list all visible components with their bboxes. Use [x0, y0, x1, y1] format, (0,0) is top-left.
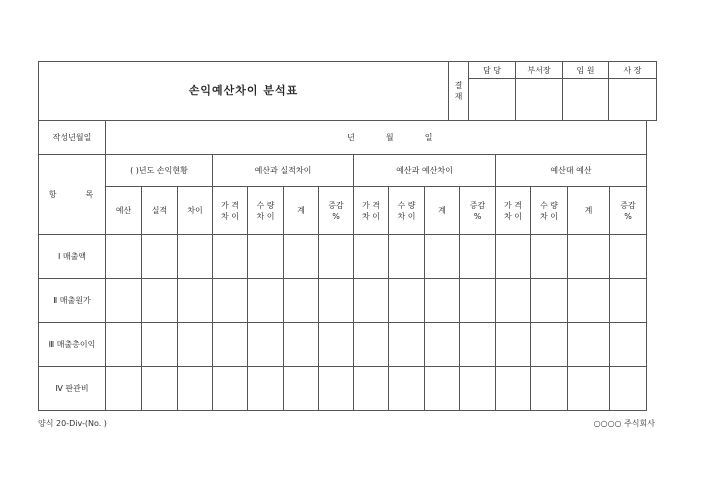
- group-header-budget-vs-budget: 예산과 예산차이: [354, 155, 496, 187]
- table-cell[interactable]: [460, 279, 496, 323]
- sub-header-qty-diff-line2: 차 이: [256, 211, 275, 221]
- table-cell[interactable]: [568, 235, 610, 279]
- sub-header-qty-diff: [531, 187, 568, 235]
- group-header-budget-to-budget: 예산대 예산: [496, 155, 647, 187]
- table-cell[interactable]: [354, 279, 389, 323]
- table-cell[interactable]: [425, 323, 460, 367]
- table-cell[interactable]: [106, 367, 142, 411]
- table-cell[interactable]: [354, 235, 389, 279]
- table-cell[interactable]: [531, 323, 568, 367]
- sub-header-price-diff-line1: 가 격: [362, 200, 380, 210]
- group-header-pl-status: ( )년도 손익현황: [106, 155, 213, 187]
- row-label-cost-of-sales: Ⅱ 매출원가: [39, 279, 106, 323]
- approval-label: [449, 62, 469, 121]
- sub-header-change: [460, 187, 496, 235]
- signature-box-staff[interactable]: [469, 79, 516, 121]
- table-cell[interactable]: [460, 235, 496, 279]
- header-table: [38, 61, 657, 121]
- row-label-gross-profit: Ⅲ 매출총이익: [39, 323, 106, 367]
- table-cell[interactable]: [106, 323, 142, 367]
- sub-header-qty-diff-line2: 차 이: [397, 211, 416, 221]
- table-cell[interactable]: [531, 367, 568, 411]
- table-cell[interactable]: [354, 367, 389, 411]
- analysis-table: [38, 120, 647, 411]
- sub-header-qty-diff-line2: 차 이: [540, 211, 558, 221]
- table-cell[interactable]: [106, 235, 142, 279]
- approval-role-president: 사 장: [609, 62, 657, 79]
- sub-header-change: [610, 187, 647, 235]
- sub-header-price-diff-line2: 차 이: [362, 211, 380, 221]
- sub-header-total: 계: [568, 187, 610, 235]
- item-header: [39, 155, 106, 235]
- table-row: [39, 367, 647, 411]
- sub-header-change-line1: 증감: [469, 200, 486, 210]
- table-cell[interactable]: [319, 279, 354, 323]
- table-cell[interactable]: [460, 323, 496, 367]
- table-cell[interactable]: [319, 323, 354, 367]
- document-title-cell: [39, 62, 449, 121]
- date-year-label: 년: [347, 133, 355, 142]
- table-cell[interactable]: [389, 323, 425, 367]
- table-cell[interactable]: [178, 235, 213, 279]
- table-cell[interactable]: [496, 323, 531, 367]
- table-cell[interactable]: [389, 235, 425, 279]
- signature-box-president[interactable]: [609, 79, 657, 121]
- date-month-label: 월: [385, 133, 394, 142]
- table-cell[interactable]: [142, 235, 178, 279]
- table-cell[interactable]: [213, 367, 248, 411]
- table-cell[interactable]: [460, 367, 496, 411]
- table-cell[interactable]: [284, 235, 319, 279]
- table-cell[interactable]: [178, 279, 213, 323]
- table-cell[interactable]: [213, 323, 248, 367]
- date-value-cell[interactable]: [106, 121, 647, 155]
- date-label: 작성년월일: [39, 121, 106, 155]
- date-day-label: 일: [424, 133, 433, 142]
- sub-header-price-diff-line2: 차 이: [504, 211, 522, 221]
- table-cell[interactable]: [610, 279, 647, 323]
- sub-header-change-line1: 증감: [328, 200, 344, 210]
- table-cell[interactable]: [178, 323, 213, 367]
- sub-header-change-line2: %: [332, 211, 340, 221]
- sub-header-price-diff: [354, 187, 389, 235]
- sub-header-qty-diff-line1: 수 량: [397, 200, 416, 210]
- sub-header-total: 계: [425, 187, 460, 235]
- sub-header-price-diff-line2: 차 이: [221, 211, 239, 221]
- table-cell[interactable]: [142, 367, 178, 411]
- sub-header-price-diff: [213, 187, 248, 235]
- company-name: ○○○○ 주식회사: [593, 419, 655, 428]
- approval-label-line2: 재: [454, 92, 463, 101]
- sub-header-actual: 실적: [142, 187, 178, 235]
- table-cell[interactable]: [319, 367, 354, 411]
- sub-header-difference: 차이: [178, 187, 213, 235]
- sub-header-price-diff-line1: 가 격: [504, 200, 522, 210]
- table-cell[interactable]: [389, 279, 425, 323]
- sub-header-price-diff-line1: 가 격: [221, 200, 239, 210]
- table-cell[interactable]: [248, 279, 284, 323]
- approval-role-staff: 담 당: [469, 62, 516, 79]
- approval-label-line1: 결: [454, 81, 463, 90]
- sub-header-price-diff: [496, 187, 531, 235]
- table-row: [39, 279, 647, 323]
- table-cell[interactable]: [531, 279, 568, 323]
- table-cell[interactable]: [568, 323, 610, 367]
- table-cell[interactable]: [496, 367, 531, 411]
- document-title: 손익예산차이 분석표: [188, 84, 299, 97]
- sub-header-change-line2: %: [624, 211, 632, 221]
- table-cell[interactable]: [531, 235, 568, 279]
- table-cell[interactable]: [610, 235, 647, 279]
- table-cell[interactable]: [425, 367, 460, 411]
- sub-header-change-line1: 증감: [620, 200, 636, 210]
- table-cell[interactable]: [496, 235, 531, 279]
- form-number: 양식 20-Div-(No. ): [38, 419, 107, 428]
- table-cell[interactable]: [568, 367, 610, 411]
- item-header-char2: 목: [85, 190, 96, 199]
- approval-role-executive: 임 원: [563, 62, 609, 79]
- table-cell[interactable]: [425, 279, 460, 323]
- table-cell[interactable]: [284, 279, 319, 323]
- sub-header-qty-diff: [248, 187, 284, 235]
- table-cell[interactable]: [610, 367, 647, 411]
- table-cell[interactable]: [389, 367, 425, 411]
- table-cell[interactable]: [248, 235, 284, 279]
- row-label-sales: Ⅰ 매출액: [39, 235, 106, 279]
- table-cell[interactable]: [142, 279, 178, 323]
- table-cell[interactable]: [213, 279, 248, 323]
- table-row: [39, 235, 647, 279]
- table-cell[interactable]: [568, 279, 610, 323]
- table-cell[interactable]: [248, 323, 284, 367]
- table-row: [39, 323, 647, 367]
- sub-header-change-line2: %: [473, 211, 482, 221]
- table-cell[interactable]: [610, 323, 647, 367]
- table-cell[interactable]: [142, 323, 178, 367]
- table-cell[interactable]: [178, 367, 213, 411]
- table-cell[interactable]: [425, 235, 460, 279]
- sub-header-total: 계: [284, 187, 319, 235]
- table-cell[interactable]: [284, 323, 319, 367]
- sub-header-qty-diff-line1: 수 량: [540, 200, 558, 210]
- table-cell[interactable]: [496, 279, 531, 323]
- item-header-char1: 항: [48, 190, 59, 199]
- signature-box-executive[interactable]: [563, 79, 609, 121]
- group-header-budget-vs-actual: 예산과 실적차이: [213, 155, 354, 187]
- table-cell[interactable]: [319, 235, 354, 279]
- approval-role-manager: 부서장: [516, 62, 563, 79]
- table-cell[interactable]: [106, 279, 142, 323]
- table-cell[interactable]: [354, 323, 389, 367]
- table-cell[interactable]: [213, 235, 248, 279]
- sub-header-change: [319, 187, 354, 235]
- signature-box-manager[interactable]: [516, 79, 563, 121]
- table-cell[interactable]: [284, 367, 319, 411]
- sub-header-qty-diff: [389, 187, 425, 235]
- table-cell[interactable]: [248, 367, 284, 411]
- sub-header-budget: 예산: [106, 187, 142, 235]
- sub-header-qty-diff-line1: 수 량: [256, 200, 275, 210]
- row-label-sga-expenses: Ⅳ 판관비: [39, 367, 106, 411]
